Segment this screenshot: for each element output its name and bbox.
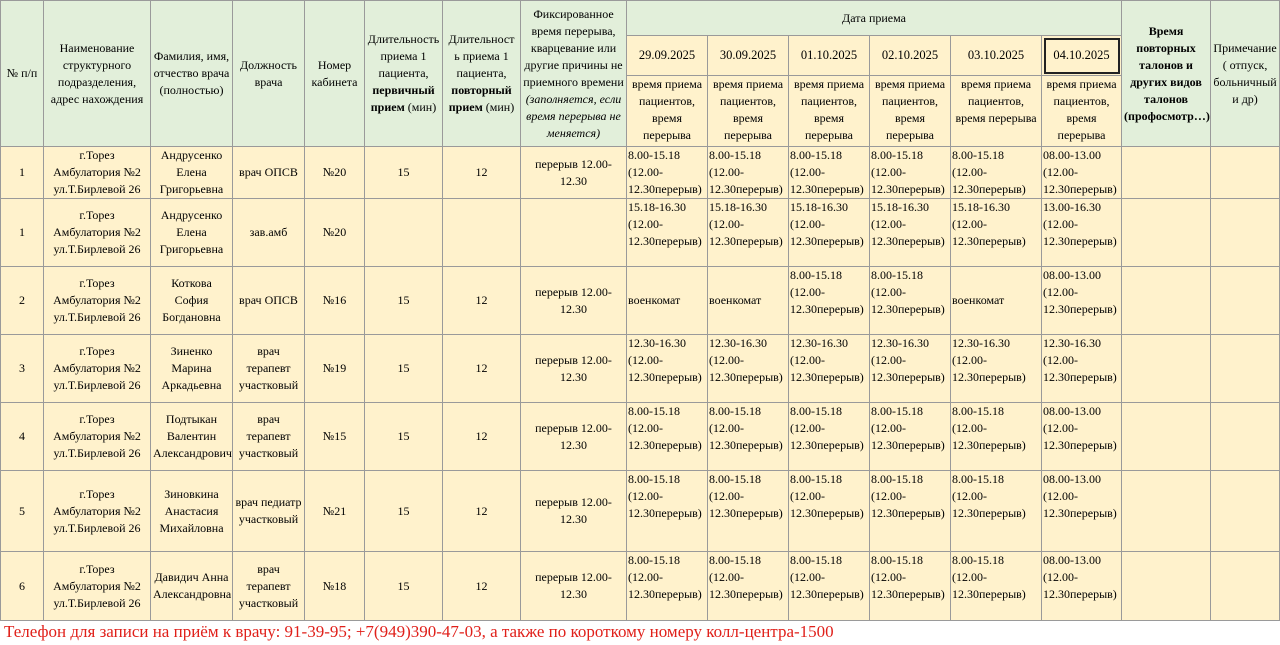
date-sub-1: время приема пациентов, время перерыва [708,76,789,147]
row-first[interactable]: 15 [365,552,443,621]
col-header-break [521,1,627,147]
date-header-4[interactable]: 03.10.2025 [951,36,1042,76]
row-break[interactable]: перерыв 12.00-12.30 [521,471,627,552]
schedule-cell-day-5[interactable]: 08.00-13.00 (12.00-12.30перерыв) [1042,267,1122,335]
schedule-cell-day-1[interactable]: 8.00-15.18 (12.00-12.30перерыв) [708,471,789,552]
row-num[interactable]: 4 [1,403,44,471]
row-dept[interactable]: г.Торез Амбулатория №2 ул.Т.Бирлевой 26 [44,552,151,621]
row-position[interactable]: зав.амб [233,199,305,267]
row-repeat[interactable]: 12 [443,267,521,335]
row-repeat[interactable]: 12 [443,403,521,471]
repeat-time-label: Время повторных талонов и других видов талонов [1130,23,1202,106]
dur-first-pre: Длительность приема 1 пациента, [367,32,440,80]
row-room[interactable]: №19 [305,335,365,403]
schedule-cell-day-0[interactable]: 15.18-16.30 (12.00-12.30перерыв) [627,199,708,267]
schedule-cell-day-0[interactable]: 8.00-15.18 (12.00-12.30перерыв) [627,471,708,552]
date-sub-0: время приема пациентов, время перерыва [627,76,708,147]
table-row [1,552,1280,621]
row-first[interactable]: 15 [365,267,443,335]
row-note[interactable] [1211,552,1280,621]
schedule-cell-day-1[interactable]: 8.00-15.18 (12.00-12.30перерыв) [708,403,789,471]
row-name[interactable]: Андрусенко Елена Григорьевна [151,147,233,199]
date-sub-3: время приема пациентов, время перерыва [870,76,951,147]
date-sub-2: время приема пациентов, время перерыва [789,76,870,147]
col-header-repeat-time [1122,1,1211,147]
schedule-cell-day-3[interactable]: 8.00-15.18 (12.00-12.30перерыв) [870,147,951,199]
schedule-cell-day-2[interactable]: 15.18-16.30 (12.00-12.30перерыв) [789,199,870,267]
row-name[interactable]: Давидич Анна Александровна [151,552,233,621]
table-row [1,199,1280,267]
col-header-dept: Наименование структурного подразделения, адрес нахождения [44,1,151,147]
row-repeat-time[interactable] [1122,552,1211,621]
schedule-cell-day-4[interactable]: 8.00-15.18 (12.00-12.30перерыв) [951,147,1042,199]
schedule-cell-day-4[interactable]: 15.18-16.30 (12.00-12.30перерыв) [951,199,1042,267]
row-name[interactable]: Зиновкина Анастасия Михайловна [151,471,233,552]
row-repeat-time[interactable] [1122,199,1211,267]
schedule-cell-day-5[interactable]: 08.00-13.00 (12.00-12.30перерыв) [1042,552,1122,621]
row-dept[interactable]: г.Торез Амбулатория №2 ул.Т.Бирлевой 26 [44,471,151,552]
row-dept[interactable]: г.Торез Амбулатория №2 ул.Т.Бирлевой 26 [44,199,151,267]
repeat-time-note: (профосмотр…) [1124,108,1210,123]
schedule-cell-day-2[interactable]: 12.30-16.30 (12.00-12.30перерыв) [789,335,870,403]
schedule-cell-day-5[interactable]: 08.00-13.00 (12.00-12.30перерыв) [1042,147,1122,199]
row-num[interactable]: 6 [1,552,44,621]
row-num[interactable]: 1 [1,147,44,199]
date-sub-4: время приема пациентов, время перерыва [951,76,1042,147]
schedule-cell-day-4[interactable]: 12.30-16.30 (12.00-12.30перерыв) [951,335,1042,403]
row-repeat-time[interactable] [1122,471,1211,552]
break-main: Фиксированное время перерыва, кварцевание или другие причины не приемного времени [523,6,624,89]
date-header-2[interactable]: 01.10.2025 [789,36,870,76]
row-room[interactable]: №18 [305,552,365,621]
col-header-dur-first [365,1,443,147]
row-break[interactable]: перерыв 12.00-12.30 [521,403,627,471]
schedule-cell-day-5[interactable]: 08.00-13.00 (12.00-12.30перерыв) [1042,471,1122,552]
schedule-cell-day-1[interactable]: 8.00-15.18 (12.00-12.30перерыв) [708,147,789,199]
row-dept[interactable]: г.Торез Амбулатория №2 ул.Т.Бирлевой 26 [44,403,151,471]
col-header-position: Должность врача [233,1,305,147]
table-row [1,147,1280,199]
schedule-cell-day-1[interactable]: 8.00-15.18 (12.00-12.30перерыв) [708,552,789,621]
schedule-cell-day-3[interactable]: 15.18-16.30 (12.00-12.30перерыв) [870,199,951,267]
schedule-cell-day-0[interactable]: 8.00-15.18 (12.00-12.30перерыв) [627,552,708,621]
schedule-cell-day-0[interactable]: 8.00-15.18 (12.00-12.30перерыв) [627,403,708,471]
dur-repeat-post: (мин) [485,100,515,114]
dur-first-bold: первичный прием [370,83,435,114]
row-repeat[interactable] [443,199,521,267]
row-room[interactable]: №21 [305,471,365,552]
table-row [1,403,1280,471]
note-label: Примечание [1213,40,1277,55]
col-header-num: № п/п [1,1,44,147]
schedule-cell-day-4[interactable]: 8.00-15.18 (12.00-12.30перерыв) [951,471,1042,552]
schedule-cell-day-1[interactable]: 15.18-16.30 (12.00-12.30перерыв) [708,199,789,267]
row-repeat[interactable]: 12 [443,471,521,552]
schedule-cell-day-5[interactable]: 12.30-16.30 (12.00-12.30перерыв) [1042,335,1122,403]
row-note[interactable] [1211,147,1280,199]
row-position[interactable]: врач терапевт участковый [233,335,305,403]
schedule-cell-day-3[interactable]: 8.00-15.18 (12.00-12.30перерыв) [870,471,951,552]
row-repeat-time[interactable] [1122,147,1211,199]
schedule-cell-day-5[interactable]: 08.00-13.00 (12.00-12.30перерыв) [1042,403,1122,471]
row-note[interactable] [1211,403,1280,471]
row-repeat-time[interactable] [1122,403,1211,471]
date-header-3[interactable]: 02.10.2025 [870,36,951,76]
row-break[interactable]: перерыв 12.00-12.30 [521,335,627,403]
date-header-1[interactable]: 30.09.2025 [708,36,789,76]
row-num[interactable]: 3 [1,335,44,403]
row-repeat[interactable]: 12 [443,147,521,199]
row-break[interactable]: перерыв 12.00-12.30 [521,267,627,335]
row-break[interactable]: перерыв 12.00-12.30 [521,147,627,199]
schedule-cell-day-0[interactable]: 8.00-15.18 (12.00-12.30перерыв) [627,147,708,199]
row-name[interactable]: Коткова София Богдановна [151,267,233,335]
row-name[interactable]: Андрусенко Елена Григорьевна [151,199,233,267]
col-header-note [1211,1,1280,147]
row-repeat[interactable]: 12 [443,335,521,403]
col-header-date-group: Дата приема [627,1,1122,36]
phone-footer: Телефон для записи на приём к врачу: 91-39-95; +7(949)390-47-03, а также по короткому номеру колл-центра-1500 [4,622,834,641]
row-num[interactable]: 5 [1,471,44,552]
row-dept[interactable]: г.Торез Амбулатория №2 ул.Т.Бирлевой 26 [44,147,151,199]
row-repeat-time[interactable] [1122,335,1211,403]
schedule-cell-day-3[interactable]: 12.30-16.30 (12.00-12.30перерыв) [870,335,951,403]
row-first[interactable]: 15 [365,147,443,199]
row-note[interactable] [1211,199,1280,267]
dur-repeat-pre: Длительност ь приема 1 пациента, [448,32,515,80]
schedule-cell-day-3[interactable]: 8.00-15.18 (12.00-12.30перерыв) [870,267,951,335]
row-break[interactable]: перерыв 12.00-12.30 [521,552,627,621]
break-note: (заполняется, если время перерыва не меняется) [525,91,622,140]
date-header-5-selected[interactable]: 04.10.2025 [1042,36,1122,76]
col-header-dur-repeat [443,1,521,147]
schedule-cell-day-2[interactable]: 8.00-15.18 (12.00-12.30перерыв) [789,471,870,552]
schedule-cell-day-1[interactable]: 12.30-16.30 (12.00-12.30перерыв) [708,335,789,403]
table-row [1,335,1280,403]
row-repeat[interactable]: 12 [443,552,521,621]
schedule-cell-day-4[interactable]: 8.00-15.18 (12.00-12.30перерыв) [951,552,1042,621]
row-first[interactable]: 15 [365,335,443,403]
schedule-cell-day-2[interactable]: 8.00-15.18 (12.00-12.30перерыв) [789,403,870,471]
schedule-cell-day-4[interactable]: 8.00-15.18 (12.00-12.30перерыв) [951,403,1042,471]
table-row [1,471,1280,552]
row-position[interactable]: врач ОПСВ [233,267,305,335]
row-position[interactable]: врач педиатр участковый [233,471,305,552]
row-repeat-time[interactable] [1122,267,1211,335]
row-dept[interactable]: г.Торез Амбулатория №2 ул.Т.Бирлевой 26 [44,335,151,403]
schedule-cell-day-3[interactable]: 8.00-15.18 (12.00-12.30перерыв) [870,552,951,621]
row-room[interactable]: №20 [305,147,365,199]
row-dept[interactable]: г.Торез Амбулатория №2 ул.Т.Бирлевой 26 [44,267,151,335]
schedule-cell-day-0[interactable]: 12.30-16.30 (12.00-12.30перерыв) [627,335,708,403]
schedule-cell-day-4[interactable]: военкомат [951,267,1042,335]
dur-repeat-bold: повторный прием [448,83,512,114]
schedule-cell-day-2[interactable]: 8.00-15.18 (12.00-12.30перерыв) [789,147,870,199]
row-room[interactable]: №15 [305,403,365,471]
row-first[interactable]: 15 [365,403,443,471]
schedule-cell-day-2[interactable]: 8.00-15.18 (12.00-12.30перерыв) [789,267,870,335]
row-num[interactable]: 2 [1,267,44,335]
row-position[interactable]: врач терапевт участковый [233,403,305,471]
col-header-room: Номер кабинета [305,1,365,147]
schedule-cell-day-5[interactable]: 13.00-16.30 (12.00-12.30перерыв) [1042,199,1122,267]
row-room[interactable]: №20 [305,199,365,267]
dur-first-post: (мин) [407,100,437,114]
row-break[interactable] [521,199,627,267]
col-header-name: Фамилия, имя, отчество врача (полностью) [151,1,233,147]
table-row [1,267,1280,335]
row-room[interactable]: №16 [305,267,365,335]
schedule-cell-day-1[interactable]: военкомат [708,267,789,335]
schedule-cell-day-0[interactable]: военкомат [627,267,708,335]
date-header-0[interactable]: 29.09.2025 [627,36,708,76]
row-position[interactable]: врач терапевт участковый [233,552,305,621]
row-name[interactable]: Подтыкан Валентин Александрович [151,403,233,471]
row-note[interactable] [1211,267,1280,335]
row-note[interactable] [1211,471,1280,552]
schedule-cell-day-3[interactable]: 8.00-15.18 (12.00-12.30перерыв) [870,403,951,471]
row-name[interactable]: Зиненко Марина Аркадьевна [151,335,233,403]
schedule-cell-day-2[interactable]: 8.00-15.18 (12.00-12.30перерыв) [789,552,870,621]
row-position[interactable]: врач ОПСВ [233,147,305,199]
note-detail: ( отпуск, больничный и др) [1213,57,1277,106]
row-first[interactable] [365,199,443,267]
row-num[interactable]: 1 [1,199,44,267]
date-sub-5: время приема пациентов, время перерыва [1042,76,1122,147]
row-note[interactable] [1211,335,1280,403]
row-first[interactable]: 15 [365,471,443,552]
